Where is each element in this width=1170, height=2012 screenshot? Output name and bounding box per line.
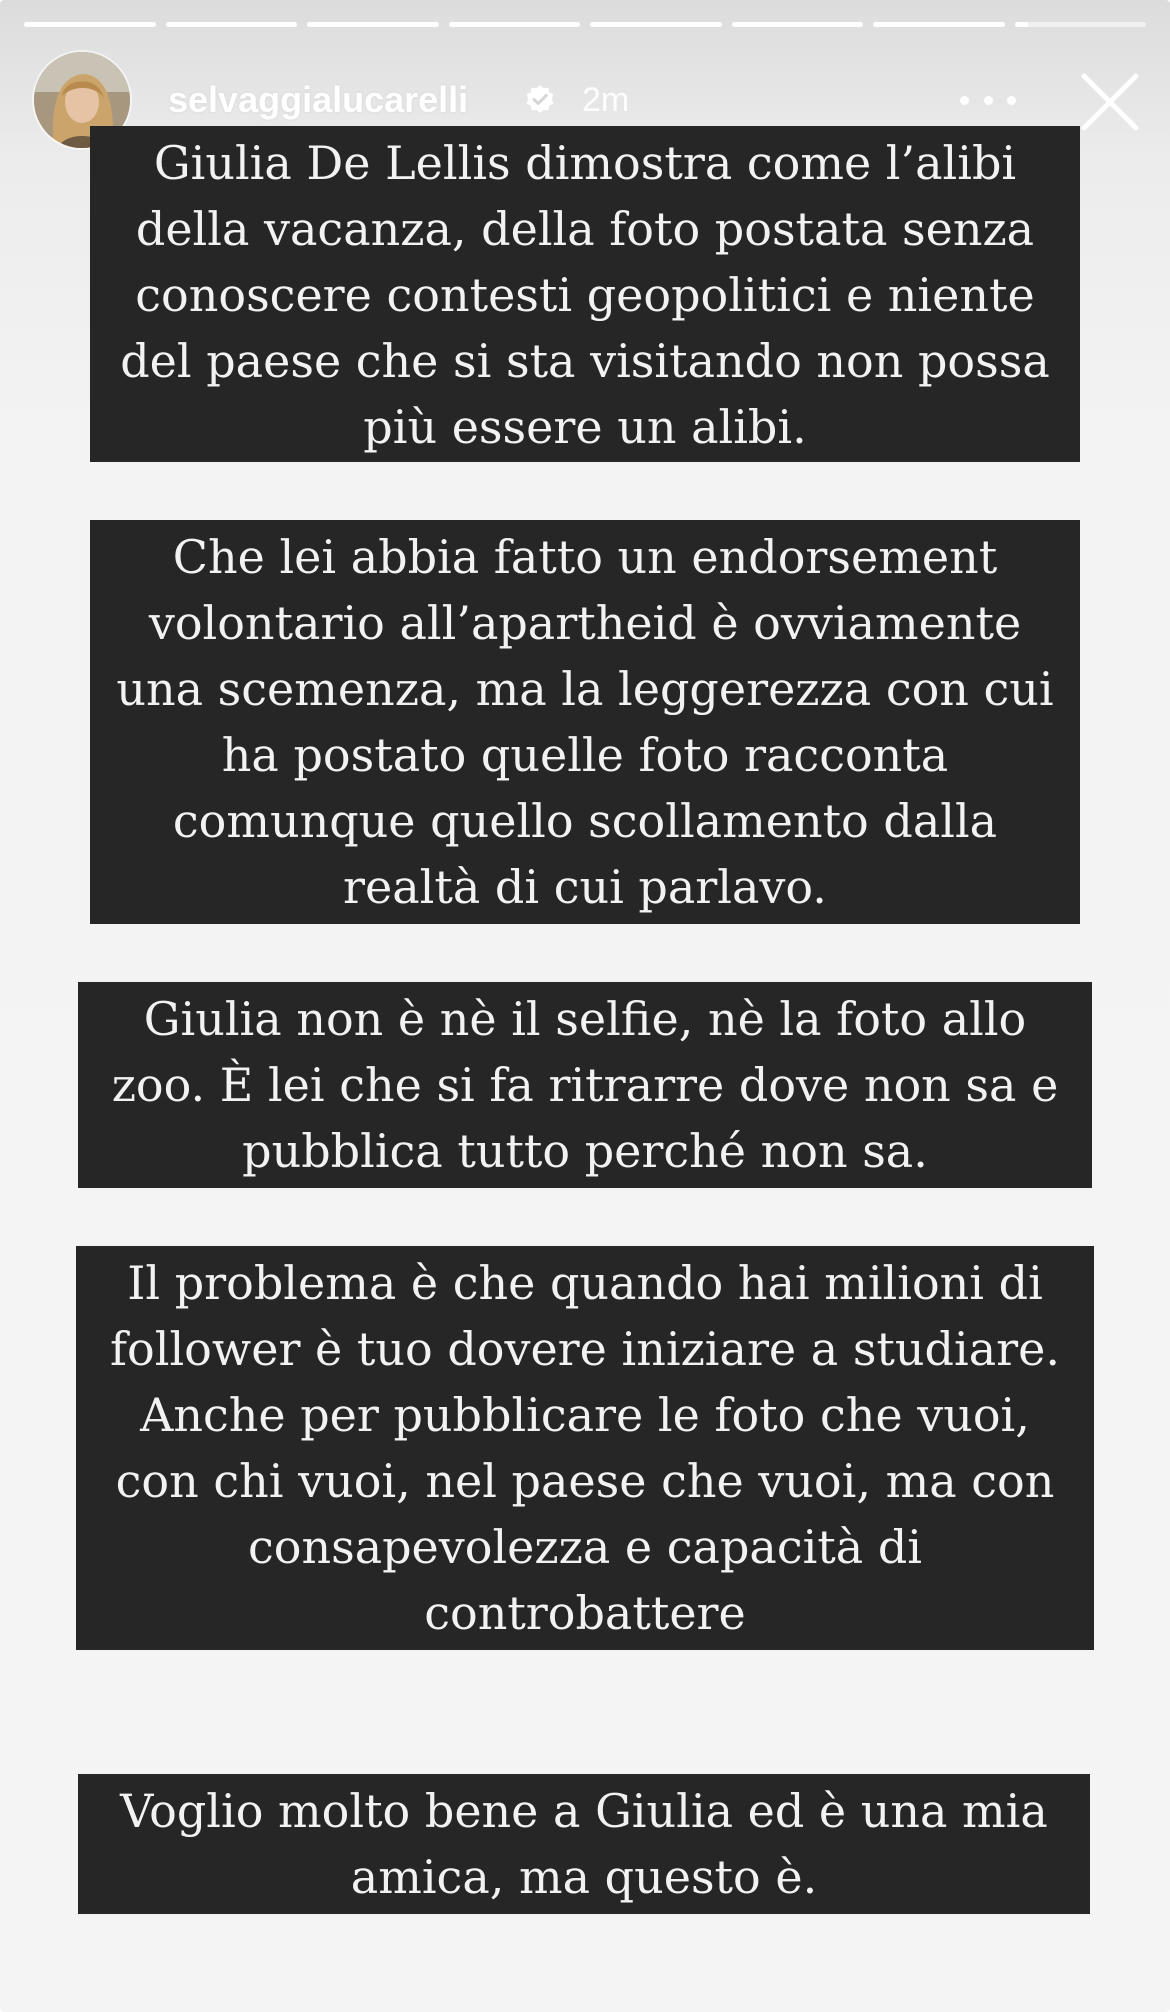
progress-segment-8 xyxy=(1015,22,1147,27)
verified-badge-icon xyxy=(524,84,556,116)
text-line: volontario all’apartheid è ovviamente xyxy=(148,596,1022,650)
text-block-4 xyxy=(76,1246,1094,1650)
text-line: zoo. È lei che si fa ritrarre dove non sa e xyxy=(111,1058,1059,1112)
more-options-button[interactable] xyxy=(960,82,1016,118)
progress-fill xyxy=(307,22,439,27)
progress-segment-4 xyxy=(449,22,581,27)
progress-segment-3 xyxy=(307,22,439,27)
text-line: Voglio molto bene a Giulia ed è una mia xyxy=(120,1784,1048,1838)
text-line: amica, ma questo è. xyxy=(350,1850,818,1904)
close-icon[interactable] xyxy=(1078,70,1142,134)
text-line: più essere un alibi. xyxy=(363,400,807,454)
more-dot xyxy=(1007,96,1016,105)
text-block-5 xyxy=(78,1774,1090,1914)
text-line: pubblica tutto perché non sa. xyxy=(242,1124,928,1178)
progress-fill xyxy=(590,22,722,27)
progress-fill xyxy=(166,22,298,27)
text-line: ha postato quelle foto racconta xyxy=(221,728,949,782)
text-line: Il problema è che quando hai milioni di xyxy=(127,1256,1043,1310)
progress-fill xyxy=(873,22,1005,27)
more-dot xyxy=(984,96,993,105)
progress-fill xyxy=(1015,22,1028,27)
more-horizontal-icon xyxy=(960,96,969,105)
text-line: realtà di cui parlavo. xyxy=(343,860,827,914)
text-line: della vacanza, della foto postata senza xyxy=(135,202,1035,256)
time-ago: 2m xyxy=(582,81,630,119)
progress-fill xyxy=(449,22,581,27)
progress-segment-5 xyxy=(590,22,722,27)
text-line: Che lei abbia fatto un endorsement xyxy=(172,530,998,584)
text-line: con chi vuoi, nel paese che vuoi, ma con xyxy=(115,1454,1055,1508)
text-line: Anche per pubblicare le foto che vuoi, xyxy=(140,1388,1030,1442)
story-progress-bar xyxy=(24,22,1146,28)
text-line: follower è tuo dovere iniziare a studiare. xyxy=(110,1322,1060,1376)
progress-fill xyxy=(732,22,864,27)
username[interactable]: selvaggialucarelli xyxy=(168,79,469,120)
progress-segment-1 xyxy=(24,22,156,27)
text-block-3 xyxy=(78,982,1092,1188)
text-line: Giulia non è nè il selfie, nè la foto allo xyxy=(143,992,1027,1046)
text-line: Giulia De Lellis dimostra come l’alibi xyxy=(153,136,1017,190)
text-block-1 xyxy=(90,126,1080,462)
progress-segment-2 xyxy=(166,22,298,27)
text-line: consapevolezza e capacità di xyxy=(248,1520,922,1574)
text-block-2 xyxy=(90,520,1080,924)
progress-fill xyxy=(24,22,156,27)
progress-segment-6 xyxy=(732,22,864,27)
text-line: comunque quello scollamento dalla xyxy=(172,794,998,848)
text-line: controbattere xyxy=(424,1586,746,1640)
text-line: del paese che si sta visitando non possa xyxy=(120,334,1050,388)
progress-segment-7 xyxy=(873,22,1005,27)
text-line: conoscere contesti geopolitici e niente xyxy=(135,268,1035,322)
text-line: una scemenza, ma la leggerezza con cui xyxy=(116,662,1054,716)
